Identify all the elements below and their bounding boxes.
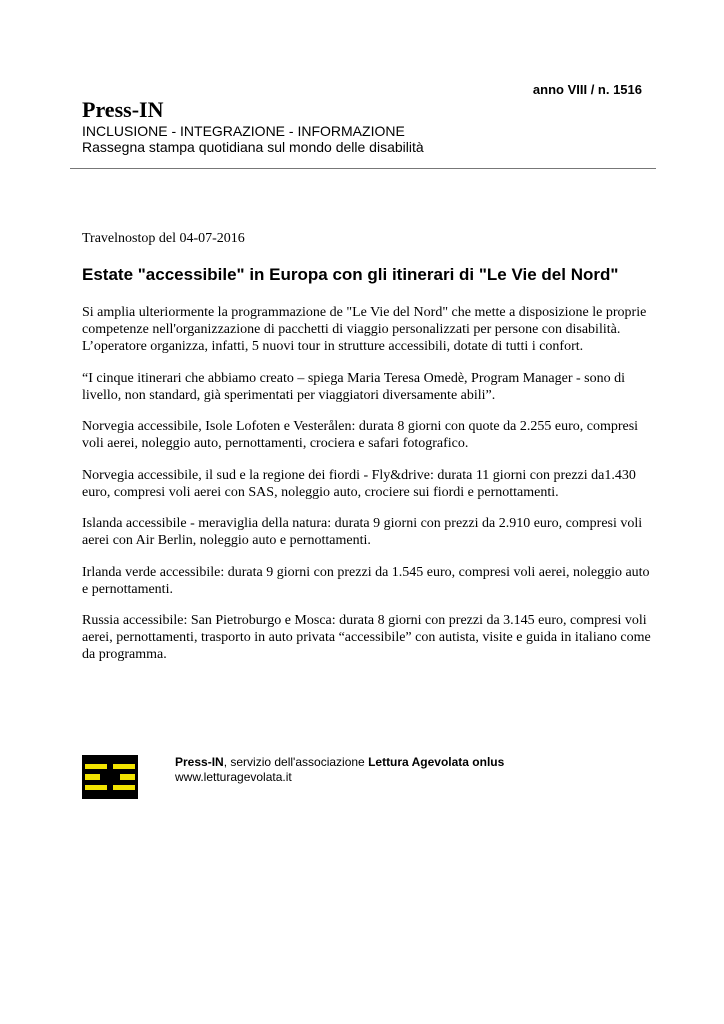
logo-eyes-icon (82, 755, 138, 799)
article-paragraph: Norvegia accessibile, il sud e la regione dei fiordi - Fly&drive: durata 11 giorni con prezzi da1.430 euro, compresi voli aerei con SAS, noleggio auto, crociere sui fiordi e pernottamenti. (82, 467, 636, 500)
article-paragraph: “I cinque itinerari che abbiamo creato – spiega Maria Teresa Omedè, Program Manager - sono di livello, non standard, già sperimentati per viaggiatori diversamente abili”. (82, 370, 625, 403)
masthead-subtitle: Rassegna stampa quotidiana sul mondo delle disabilità (82, 139, 424, 155)
header-divider (70, 168, 656, 169)
footer-website-link[interactable]: www.letturagevolata.it (175, 770, 292, 784)
footer-brand: Press-IN (175, 755, 224, 769)
article-title: Estate "accessibile" in Europa con gli itinerari di "Le Vie del Nord" (82, 265, 619, 284)
footer (82, 755, 642, 799)
footer-service-text: , servizio dell'associazione (223, 755, 369, 769)
footer-text (175, 755, 504, 785)
article-paragraph: Irlanda verde accessibile: durata 9 giorni con prezzi da 1.545 euro, compresi voli aerei, noleggio auto e pernottamenti. (82, 564, 650, 597)
footer-credit (175, 755, 504, 770)
press-in-title: Press-IN (82, 97, 164, 122)
masthead (82, 97, 424, 155)
issue-number: anno VIII / n. 1516 (532, 82, 642, 97)
masthead-tagline: INCLUSIONE - INTEGRAZIONE - INFORMAZIONE (82, 123, 405, 139)
article-paragraph: Si amplia ulteriormente la programmazione de "Le Vie del Nord" che mette a disposizione le proprie competenze nell'organizzazione di pacchetti di viaggio personalizzati per persone con disabilità. L’operatore organizza, infatti, 5 nuovi tour in strutture accessibili, dotate di tutti i confort. (82, 305, 647, 354)
article-paragraph: Norvegia accessibile, Isole Lofoten e Vesterålen: durata 8 giorni con quote da 2.255 euro, compresi voli aerei, noleggio auto, pernottamenti, crociera e safari fotografico. (82, 419, 639, 451)
lettura-agevolata-logo-icon (82, 755, 138, 799)
article (82, 230, 652, 678)
article-paragraph: Russia accessibile: San Pietroburgo e Mosca: durata 8 giorni con prezzi da 3.145 euro, compresi voli aerei, pernottamenti, trasporto in auto privata “accessibile” con autista, visite e guida in italiano come da programma. (82, 613, 651, 662)
article-paragraph: Islanda accessibile - meraviglia della natura: durata 9 giorni con prezzi da 2.910 euro, compresi voli aerei con Air Berlin, noleggio auto e pernottamenti. (82, 516, 643, 548)
footer-association: Lettura Agevolata onlus (368, 755, 505, 769)
article-source: Travelnostop del 04-07-2016 (82, 231, 245, 246)
